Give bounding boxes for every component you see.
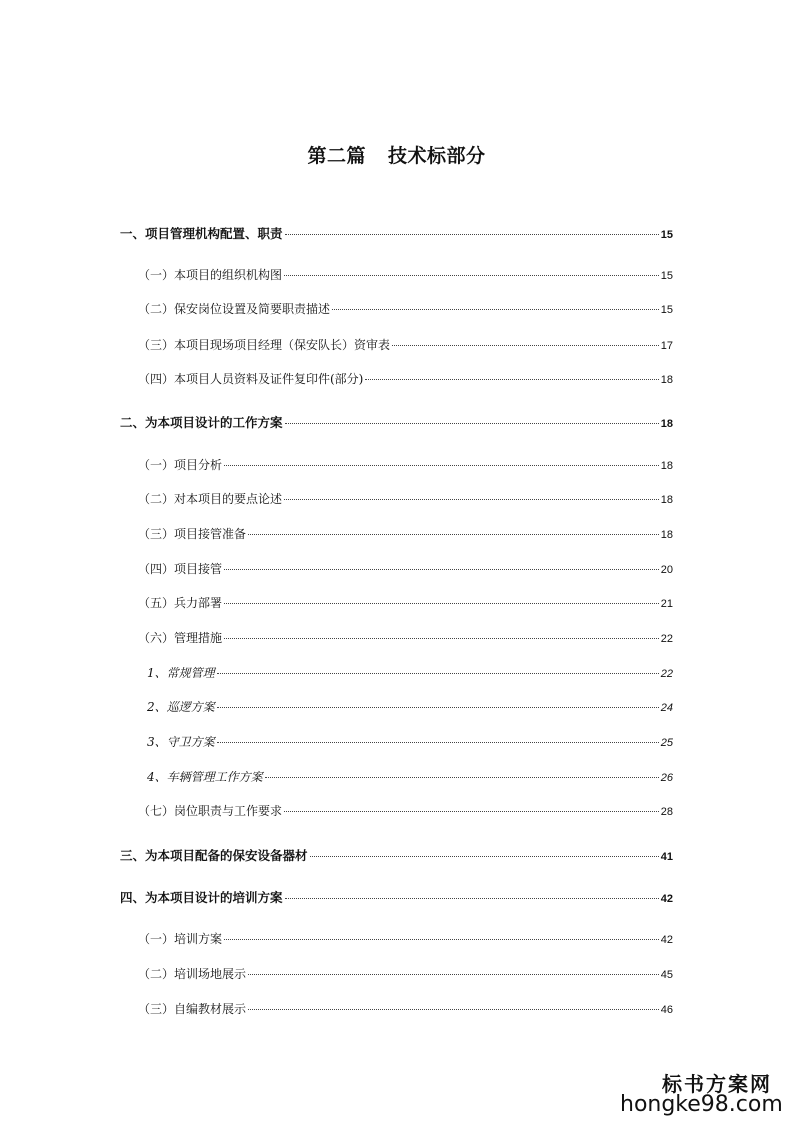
toc-entry-label: （四）本项目人员资料及证件复印件(部分) — [138, 372, 364, 386]
toc-leader-dots — [217, 707, 659, 708]
toc-entry-label: （二）对本项目的要点论述 — [138, 492, 283, 506]
toc-leader-dots — [332, 309, 659, 310]
toc-entry[interactable] — [0, 266, 793, 286]
toc-entry[interactable] — [0, 698, 793, 718]
toc-entry-page: 18 — [660, 418, 673, 430]
toc-entry-page: 18 — [660, 529, 673, 541]
toc-entry-page: 25 — [660, 737, 673, 749]
toc-leader-dots — [224, 569, 659, 570]
toc-leader-dots — [224, 465, 659, 466]
toc-entry-label: （一）本项目的组织机构图 — [138, 268, 283, 282]
toc-entry-label: （五）兵力部署 — [138, 596, 223, 610]
toc-entry-label: （二）保安岗位设置及简要职责描述 — [138, 302, 331, 316]
toc-entry[interactable] — [0, 888, 793, 908]
toc-entry[interactable] — [0, 733, 793, 753]
toc-leader-dots — [217, 742, 659, 743]
toc-entry-page: 24 — [660, 702, 673, 714]
toc-leader-dots — [365, 379, 658, 380]
toc-leader-dots — [248, 534, 659, 535]
toc-entry-label: （三）自编教材展示 — [138, 1002, 247, 1016]
toc-leader-dots — [285, 234, 659, 235]
toc-entry-label: （二）培训场地展示 — [138, 967, 247, 981]
toc-entry-label: 二、为本项目设计的工作方案 — [120, 415, 283, 430]
toc-leader-dots — [224, 638, 659, 639]
toc-entry[interactable] — [0, 224, 793, 244]
toc-entry-label: 一、项目管理机构配置、职责 — [120, 226, 283, 241]
toc-entry-page: 45 — [660, 969, 673, 981]
toc-entry[interactable] — [0, 629, 793, 649]
toc-entry[interactable] — [0, 300, 793, 320]
toc-entry[interactable] — [0, 802, 793, 822]
toc-leader-dots — [310, 856, 659, 857]
toc-entry[interactable] — [0, 846, 793, 866]
toc-entry[interactable] — [0, 370, 793, 390]
toc-entry[interactable] — [0, 456, 793, 476]
toc-leader-dots — [248, 974, 659, 975]
toc-leader-dots — [248, 1009, 659, 1010]
toc-entry[interactable] — [0, 1000, 793, 1020]
toc-entry-page: 15 — [660, 229, 673, 241]
toc-leader-dots — [392, 345, 659, 346]
toc-entry-page: 46 — [660, 1004, 673, 1016]
toc-entry-label: 四、为本项目设计的培训方案 — [120, 890, 283, 905]
toc-leader-dots — [224, 603, 659, 604]
toc-entry-label: （三）本项目现场项目经理（保安队长）资审表 — [138, 338, 391, 352]
watermark-url: hongke98.com — [620, 1092, 783, 1117]
toc-entry-label: 三、为本项目配备的保安设备器材 — [120, 848, 308, 863]
toc-entry[interactable] — [0, 336, 793, 356]
page-title — [0, 141, 793, 168]
toc-entry-page: 26 — [660, 772, 673, 784]
toc-entry[interactable] — [0, 525, 793, 545]
toc-entry[interactable] — [0, 965, 793, 985]
toc-entry[interactable] — [0, 930, 793, 950]
toc-entry[interactable] — [0, 413, 793, 433]
toc-entry-page: 42 — [660, 934, 673, 946]
toc-entry-label: 3、守卫方案 — [147, 735, 215, 749]
toc-entry-label: （七）岗位职责与工作要求 — [138, 804, 283, 818]
toc-entry-label: （三）项目接管准备 — [138, 527, 247, 541]
toc-entry-label: （一）培训方案 — [138, 932, 223, 946]
toc-entry[interactable] — [0, 594, 793, 614]
toc-entry[interactable] — [0, 490, 793, 510]
toc-entry[interactable] — [0, 664, 793, 684]
toc-leader-dots — [224, 939, 659, 940]
toc-leader-dots — [284, 275, 659, 276]
toc-entry-page: 42 — [660, 893, 673, 905]
toc-entry-page: 18 — [660, 460, 673, 472]
toc-entry-label: 2、巡逻方案 — [147, 700, 215, 714]
toc-leader-dots — [265, 777, 659, 778]
toc-leader-dots — [285, 898, 659, 899]
toc-entry-label: 4、车辆管理工作方案 — [147, 770, 263, 784]
toc-entry-page: 22 — [660, 633, 673, 645]
toc-entry-page: 28 — [660, 806, 673, 818]
toc-leader-dots — [217, 673, 659, 674]
toc-entry-label: （四）项目接管 — [138, 562, 223, 576]
toc-leader-dots — [285, 423, 659, 424]
toc-entry[interactable] — [0, 768, 793, 788]
watermark-brand: 标书方案网 — [662, 1072, 772, 1096]
toc-entry-label: （一）项目分析 — [138, 458, 223, 472]
toc-entry-page: 41 — [660, 851, 673, 863]
toc-entry-page: 15 — [660, 304, 673, 316]
toc-entry-page: 18 — [660, 374, 673, 386]
toc-leader-dots — [284, 499, 659, 500]
title-part-1: 第二篇 — [307, 145, 366, 167]
toc-leader-dots — [284, 811, 659, 812]
title-part-2: 技术标部分 — [388, 145, 486, 167]
toc-entry-page: 18 — [660, 494, 673, 506]
toc-entry-page: 15 — [660, 270, 673, 282]
toc-entry-page: 20 — [660, 564, 673, 576]
toc-entry-label: 1、常规管理 — [147, 666, 215, 680]
toc-entry-page: 21 — [660, 598, 673, 610]
toc-entry[interactable] — [0, 560, 793, 580]
toc-entry-label: （六）管理措施 — [138, 631, 223, 645]
toc-entry-page: 17 — [660, 340, 673, 352]
toc-entry-page: 22 — [660, 668, 673, 680]
